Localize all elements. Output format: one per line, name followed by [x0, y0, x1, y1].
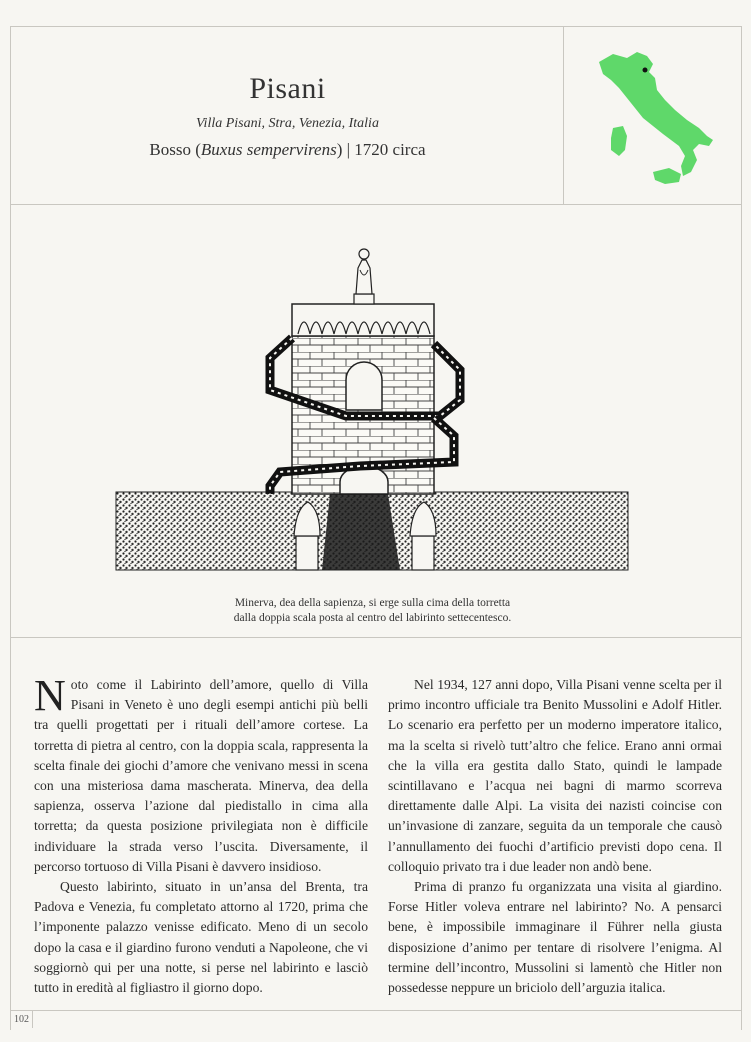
page-number: 102	[14, 1014, 29, 1025]
species-date: ) | 1720 circa	[336, 140, 426, 159]
maze-passage-shadow	[322, 494, 400, 570]
caption-line-2: dalla doppia scala posta al centro del labirinto settecentesco.	[233, 612, 512, 624]
text-column-right	[388, 675, 722, 998]
left-margin-rule	[10, 26, 11, 1030]
paragraph: Nel 1934, 127 anni dopo, Villa Pisani venne scelta per il primo incontro ufficiale tra Benito Mussolini e Adolf Hitler. Lo scenario era perfetto per un moderno imperatore italico, ma la scelta si rivelò tutt’altro che felice. Erano anni ormai che la villa era gestita dallo Stato, quindi le lampade scintillavano e l’acqua nei bagni di marmo scorreva direttamente dalle Alpi. La visita dei nazisti coincise con un’invasione di zanzare, seguita da un temporale che causò l’annullamento dei fuochi d’artificio previsti dopo cena. Il colloquio privato tra i due leader non andò bene.	[388, 677, 722, 874]
caption-line-1: Minerva, dea della sapienza, si erge sulla cima della torretta	[234, 597, 511, 609]
paragraph: Questo labirinto, situato in un’ansa del Brenta, tra Padova e Venezia, fu completato attorno al 1720, prima che l’imponente palazzo venisse edificato. Meno di un secolo dopo la casa e il giardino furono venduti a Napoleone, che vi soggiornò qui per una notte, si perse nel labirinto e lasciò tutto in eredità al figliastro il giorno dopo.	[34, 879, 368, 996]
minerva-statue	[354, 249, 374, 304]
species-common: Bosso (	[149, 140, 201, 159]
sicily-island	[653, 168, 681, 184]
figure-bottom-rule	[10, 637, 742, 638]
page-title: Pisani	[249, 72, 326, 105]
italy-mainland	[599, 52, 713, 176]
species-latin: Buxus sempervirens	[200, 140, 337, 159]
text-column-left	[34, 671, 368, 998]
paragraph-text: oto come il Labirinto dell’amore, quello di Villa Pisani in Veneto è uno degli esempi antichi più belli tra quelli progettati per i rituali dell’amore cortese. La torretta di pietra al centro, con la doppia scala, rappresenta la scelta finale dei giochi d’amore che venivano messi in scena con una misteriosa dama mascherata. Minerva, dea della sapienza, osserva l’azione dal piedistallo in cima alla torretta; da questa posizione privilegiata non è difficile individuare la strada verso l’uscita. Diversamente, il percorso tortuoso di Villa Pisani è davvero insidioso.	[34, 677, 368, 874]
paragraph: Prima di pranzo fu organizzata una visita al giardino. Forse Hitler voleva entrare nel labirinto? No. A pensarci bene, è impossibile immaginare il Führer nella giusta disposizione d’animo per tentare di risolvere l’enigma. Al termine dell’incontro, Mussolini si lamentò che Hitler non possedesse neppure un briciolo dell’arguzia italica.	[388, 879, 722, 996]
footer-rule	[10, 1010, 742, 1011]
location-subtitle: Villa Pisani, Stra, Venezia, Italia	[196, 116, 379, 131]
header-divider	[563, 26, 564, 204]
figure-caption	[150, 596, 595, 626]
right-margin-rule	[741, 26, 742, 1030]
top-balustrade	[292, 304, 434, 336]
location-marker	[643, 68, 648, 73]
paragraph	[34, 671, 368, 877]
italy-map-icon	[585, 40, 725, 190]
header-top-rule	[10, 26, 742, 27]
drop-cap: N	[34, 671, 66, 720]
header-bottom-rule	[10, 204, 742, 205]
species-line	[40, 140, 535, 160]
upper-arch	[346, 362, 382, 410]
maze-tower-illustration	[110, 240, 635, 580]
sardinia-island	[611, 126, 627, 156]
